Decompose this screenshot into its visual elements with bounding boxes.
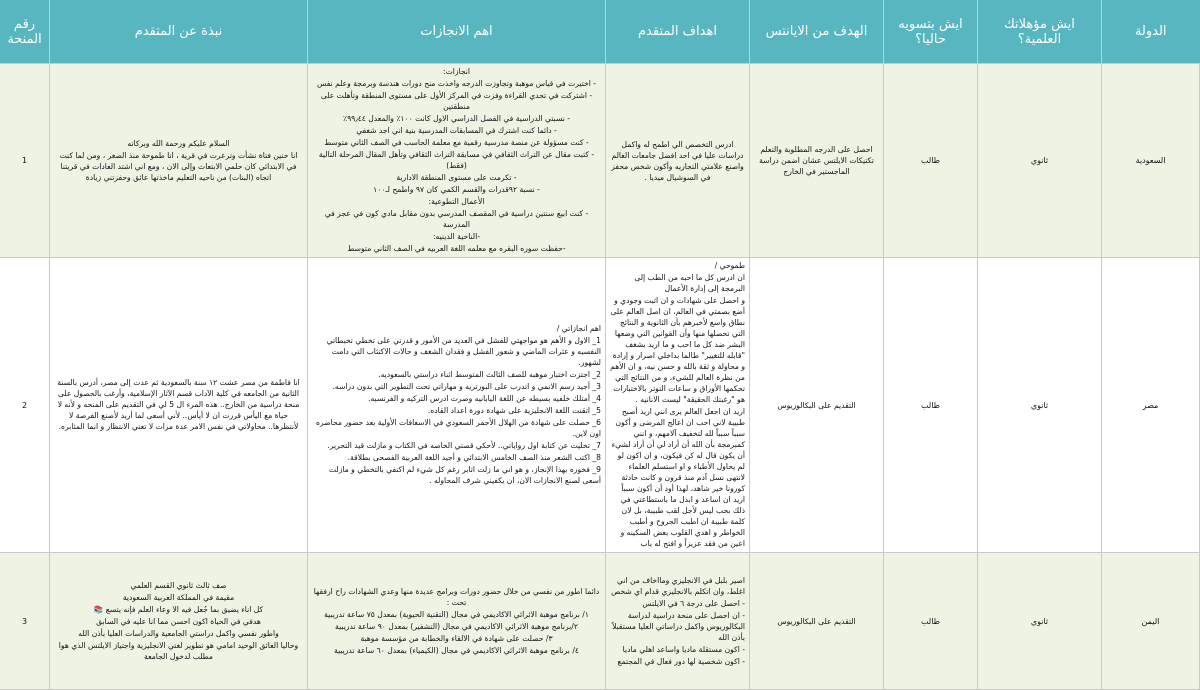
header-row xyxy=(0,0,1200,64)
cell-line: 8_ اكتب الشعر منذ الصف الخامس الابتدائي و أجيد اللغة العربية الفصحى بطلاقة. xyxy=(347,453,601,462)
cell-current-activity[interactable]: طالب xyxy=(884,553,978,690)
cell-line: كل اناء يضيق بما جُعل فيه الا وعاء العلم فإنه يتسع 📚 xyxy=(93,604,264,614)
cell-line: انا حنين فتاة نشأت وترعرت في قرية ، انا طموحة منذ الصغر ، ومن لما كنت في الابتدائي كان حلمي الابتعاث وإلى الان ، ومع اني اشتد العادات في قريتنا اتجاه (البنات) من ناحيه التعليم ماخذتها عائق وحفزتني زيادة xyxy=(57,150,298,182)
cell-atlantis-goal[interactable]: التقديم على البكالوريوس xyxy=(750,553,884,690)
cell-line: دائما اطور من نفسي من خلال حضور دورات وبرامج عديدة منها وعدي الشهادات راح ارفقها تحت : xyxy=(311,586,600,607)
cell-line: 2_ اجتزت اختبار موهبه للصف الثالث المتوسط اثناء دراستي بالسعوديه. xyxy=(378,370,601,379)
cell-line: وحاليا العائق الوحيد امامي هو تطوير لغتي الانجليزية واجتياز الايلتس الذي هوا مطلب لدخول الجامعة xyxy=(56,640,299,661)
header-bio[interactable]: نبذة عن المتقدم xyxy=(50,0,308,64)
cell-line: - اكون شخصية لها دور فعال في المجتمع xyxy=(617,656,745,666)
cell-scholarship-no[interactable]: 2 xyxy=(0,258,50,553)
cell-line: ٤/ برنامج موهبة الاثرائي الاكاديمي في مجال (الكيمياء) بمعدل ٦٠ ساعة تدريبية xyxy=(334,645,579,655)
cell-line: - اكون مستقلة ماديا واساعد اهلي ماديا xyxy=(622,644,745,654)
cell-line: 1_ الاول و الأهم هو مواجهتي للفشل في العديد من الأمور و قدرتي على تخطي تخبطاتي النفسيه و عثرات الماضي و شعور الفشل و فقدان الشغف و حالات الاكتئاب التي دامت لشهور. xyxy=(324,336,601,367)
cell-line: - دائما كنت اشترك في المسابقات المدرسية بنية اني اجد شغفي xyxy=(356,126,557,135)
cell-atlantis-goal[interactable]: احصل على الدرجه المطلوبة والتعلم تكتيكات الايلتس عشان اضمن دراسة الماجستير في الخارج xyxy=(750,64,884,258)
cell-bio[interactable] xyxy=(50,258,308,553)
cell-line: طموحي / xyxy=(714,261,745,270)
achievements-list xyxy=(312,586,601,656)
header-atlantis-goal[interactable]: الهدف من الايانتس xyxy=(750,0,884,64)
cell-applicant-goals[interactable] xyxy=(606,258,750,553)
cell-scholarship-no[interactable]: 3 xyxy=(0,553,50,690)
goals-list xyxy=(610,575,745,667)
cell-line: هدفي في الحياة اكون احسن مما انا عليه في السابق xyxy=(96,616,261,626)
cell-line: مقيمة في المملكة العربية السعودية xyxy=(122,592,235,602)
cell-current-activity[interactable]: طالب xyxy=(884,64,978,258)
header-current-activity[interactable]: ايش بتسويه حاليا؟ xyxy=(884,0,978,64)
cell-line: 3_ أجيد رسم الانمي و اتدرب على البورتريه و مهاراتي تحت التطوير التي بدون دراسه. xyxy=(332,382,601,391)
cell-scholarship-no[interactable]: 1 xyxy=(0,64,50,258)
bio-list xyxy=(54,138,303,183)
cell-line: - ان احصل على منحة دراسية لدراسة البكالوريوس واكمل دراساتي العليا مستقبلاً بأذن الله xyxy=(609,610,745,642)
table-row xyxy=(0,258,1200,553)
cell-line: اريد ان اجعل العالم يرى انني اريد أصبح طبيبة لاني احب ان اعالج المرضى و أكون سبباً سبباً لله لتخفيف آلامهم، و انني كمبرمجة بأن الله أن أراد لي أن أراد لشيء أن يكون قال له كن فيكون، و ان اكون لو لم يحاول الأطباء و او استسلم العلماء لانتهى نسل آدم منذ قرون و كانت حادثة كورونا خير شاهد، لهذا أود أن أكون سبباً اريد ان اساعد و ابذل ما باستطاعتي في ذلك بحب ليس لأجل لقب طبيبة، بل لان كلمة طبيبة ان اطبب الجروح و أطبب الخواطر و اهدي القلوب بعض السكينه و اعين من فقد عزيزاً و افتح له باب xyxy=(609,407,745,548)
cell-applicant-goals[interactable]: ادرس التخصص الي اطمح له واكمل دراسات عليا في احد افضل جامعات العالم واصنع علامتي التجاريه وأكون شخص محفز في السوشيال ميديا . xyxy=(606,64,750,258)
cell-country[interactable]: اليمن xyxy=(1102,553,1200,690)
cell-achievements[interactable] xyxy=(308,553,606,690)
cell-applicant-goals[interactable] xyxy=(606,553,750,690)
cell-country[interactable]: مصر xyxy=(1102,258,1200,553)
header-scholarship-no[interactable]: رقم المنحة xyxy=(0,0,50,64)
cell-qualifications[interactable]: ثانوي xyxy=(978,64,1102,258)
cell-line: انجازات: xyxy=(443,67,470,76)
cell-atlantis-goal[interactable]: التقديم على البكالوريوس xyxy=(750,258,884,553)
cell-achievements[interactable] xyxy=(308,64,606,258)
cell-current-activity[interactable]: طالب xyxy=(884,258,978,553)
cell-line: - كنت مسؤولة عن منصة مدرسية رقمية مع معلمة الحاسب في الصف الثاني متوسط xyxy=(324,138,589,147)
cell-line: - تكرمت على مستوى المنطقة الادارية xyxy=(396,173,517,182)
cell-qualifications[interactable]: ثانوي xyxy=(978,553,1102,690)
cell-line: ٢/برنامج موهبة الاثرائي الاكاديمي في مجال (التشفير) بمعدل ٩٠ ساعة تدريبية xyxy=(335,621,578,631)
cell-line: - نسبتي الدراسية في الفصل الدراسي الاول كانت ١٠٠٪ والمعدل ٩٩٫٤٤٪ xyxy=(342,114,570,123)
cell-bio[interactable] xyxy=(50,553,308,690)
cell-line: صف ثالث ثانوي القسم العلمي xyxy=(130,580,227,590)
achievements-list xyxy=(312,66,601,254)
cell-line: - اختيرت في قياس موهبة وتجاوزت الدرجه واخذت منح دورات هندسة وبرمجة وعلم نفس xyxy=(317,79,596,88)
cell-line: ان ادرس كل ما احبه من الطب إلى البرمجة إلى إدارة الأعمال xyxy=(631,273,745,293)
cell-line: ٣/ حصلت على شهادة في الالقاء والخطابة من مؤسسة موهبة xyxy=(360,633,553,643)
cell-line: - نسبة ٩٢قدرات والقسم الكمي كان ٩٧ واطمح لـ١٠٠ xyxy=(373,185,540,194)
cell-line: 7_ تخليت عن كتابة اول رواياتي.. لأحكي قصتي الخاصه في الكتاب و مازلت قيد التحرير. xyxy=(327,441,601,450)
cell-line: اصير بلبل في الانجليزي ومااخاف من اني اغلط، وان اتكلم بالانجليزي قدام اي شخص xyxy=(611,575,745,596)
cell-line: ١/ برنامج موهبة الاثرائي الاكاديمي في مجال (التقنية الحيوية) بمعدل ٧٥ ساعة تدريبية xyxy=(324,609,589,619)
bio-list xyxy=(54,377,303,432)
cell-line: - كنت ابيع سنتين دراسية في المقصف المدرسي بدون مقابل مادي كون في عجز في المدرسة xyxy=(322,209,589,229)
cell-achievements[interactable] xyxy=(308,258,606,553)
header-qualifications[interactable]: ايش مؤهلاتك العلمية؟ xyxy=(978,0,1102,64)
cell-country[interactable]: السعودية xyxy=(1102,64,1200,258)
cell-line: 4_ أمتلك خلفيه بسيطه عن اللغة اليابانيه وصرت ادرس التركيه و الفرنسيه. xyxy=(368,394,601,403)
cell-line: و احصل على شهادات و ان اثبت وجودي و أضع بصمتي في العالم، ان اصل العالم على نطاق واسع لأخبرهم بأن الثانوية و النتائج التي تحصلها منها وأن القوانين التي وضعها البشر ضد كل ما احب و ما اريد بشغف "قابله للتغيير" طالما بداخلي اصرار و إرادة و محاولة و ثقة بالله و حسن نيه، و ان الأهم من نظرة العالم للشيء، و من النتائج التي تحكمها الأوراق و ساعات التوتر بالاختبارات هو "رغبتك الحقيقة" ليست الانانيه . xyxy=(607,296,745,404)
table-row xyxy=(0,553,1200,690)
achievements-list xyxy=(312,323,601,486)
cell-line: 6_ حصلت على شهادة من الهلال الأحمر السعودي في الاسعافات الأولية بعد حضور محاضره اون لاين. xyxy=(313,418,601,438)
cell-line: 9_ فخوره بهذا الإنجاز، و هو اني ما زلت اثابر رغم كل شيء لم اكتفي بالتخطي و مازلت أسعى لصنع الانجازات الان، ان يكفيني شرف المحاوله . xyxy=(326,465,601,485)
cell-line: اهم انجازاتي / xyxy=(556,324,601,333)
cell-line: السلام عليكم ورحمة الله وبركاته xyxy=(127,138,230,148)
header-achievements[interactable]: اهم الانجازات xyxy=(308,0,606,64)
cell-line: واطور نفسي واكمل دراستي الجامعية والدراسات العليا بأذن الله xyxy=(78,628,279,638)
cell-line: - احصل على درجة ٦ في الايلتس xyxy=(642,598,745,608)
header-applicant-goals[interactable]: اهداف المتقدم xyxy=(606,0,750,64)
cell-line: - كتبت مقال عن التراث الثقافي في مسابقة التراث الثقافي وتأهل المقال المرحلة التالية (فقط) xyxy=(316,150,595,170)
cell-line: -حفظت سوره البقره مع معلمه اللغة العربيه في الصف الثاني متوسط xyxy=(347,244,566,253)
cell-line: -الناحية الدينيه: xyxy=(433,232,480,241)
cell-qualifications[interactable]: ثانوي xyxy=(978,258,1102,553)
cell-bio[interactable] xyxy=(50,64,308,258)
cell-line: انا فاطمة من مصر عشت ١٢ سنة بالسعودية ثم عدت إلى مصر، أدرس بالسنة الثانية من الجامعه في كلية الآداب قسم الآثار الإسلامية، وأرغب بالحصول على منحة دراسية من الخارج.. هذه المرء ال 5 لي في التقديم على المنحه و لأنه لا حياة مع اليأس قررت ان لا أيأس.. لأني أسعى لما أريد لأصنع الفرصة لا لأنتظرها.. محاولاتي في نفس الامر عدة مرات لا تعني الانتظار و انما المثابره. xyxy=(54,378,300,431)
bio-list xyxy=(54,580,303,662)
cell-line: - اشتركت في تحدي القراءة وفزت في المركز الأول على مستوى المنطقة وتأهلت على منطقتين xyxy=(318,91,593,111)
cell-line: 5_ اتقنت اللغة الانجليزية على شهادة دورة اعداد القاده. xyxy=(427,406,601,415)
cell-line: الأعمال التطوعية: xyxy=(428,197,485,206)
goals-list xyxy=(607,260,745,549)
header-country[interactable]: الدولة xyxy=(1102,0,1200,64)
table-row xyxy=(0,64,1200,258)
